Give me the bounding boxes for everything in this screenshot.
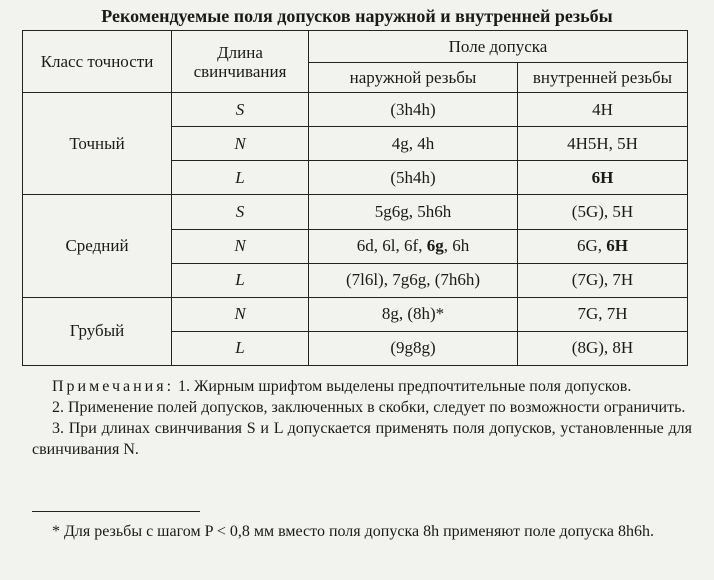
length-cell: N [172,297,309,331]
tolerance-value: 6d [356,236,374,256]
class-cell: Средний [23,195,172,297]
internal-cell [518,161,688,195]
external-cell [309,331,518,365]
tolerance-value: (5G) [571,202,604,221]
length-cell: N [172,127,309,161]
tolerance-value: (3h4h) [390,99,436,119]
note-1 [32,376,692,397]
tolerance-value: 5g6g [374,202,409,221]
tolerance-value: 5H [612,202,634,221]
internal-cell: (5G), 5H [518,195,688,229]
tolerance-value: 4H [592,99,613,119]
table-row [23,93,688,127]
tolerance-value: (7h6h) [434,270,481,290]
tolerance-value: 6H [606,236,628,256]
tolerance-value: 5H [617,133,638,153]
header-external-thread: наружной резьбы [309,63,518,93]
length-cell: L [172,263,309,297]
length-cell: L [172,331,309,365]
tolerance-value: 6G [576,236,598,256]
tolerance-value: 7H [612,270,634,290]
tolerance-value: 7g6g [392,270,427,290]
header-internal-thread: внутренней резьбы [518,63,688,93]
internal-cell [518,93,688,127]
header-engagement-length: Длина свинчивания [172,31,309,93]
tolerance-value: (8G) [571,338,604,358]
external-cell: 6d, 6l, 6f, 6g, 6h [309,229,518,263]
internal-cell: (8G), 8H [518,331,688,365]
external-cell: (7l6l), 7g6g, (7h6h) [309,263,518,297]
header-tolerance-field: Поле допуска [309,31,688,63]
table-row [23,297,688,331]
external-cell: 8g, (8h)* [309,297,518,331]
table-title: Рекомендуемые поля допусков наружной и внутренней резьбы [101,6,613,26]
tolerance-value: 4g [391,133,409,153]
internal-cell: 7G, 7H [518,297,688,331]
tolerance-value: 7G [577,304,599,324]
tolerance-value: 8g [381,304,399,324]
header-accuracy-class: Класс точности [23,31,172,93]
length-cell: S [172,195,309,229]
tolerance-value: 6l [382,236,396,256]
tolerance-value: (7G) [571,270,604,290]
table-row [23,195,688,229]
tolerance-value: 6f [404,236,419,256]
external-cell [309,161,518,195]
tolerance-value: 4H5H [567,133,609,153]
length-cell: S [172,93,309,127]
tolerance-value: 5h6h [417,202,452,221]
internal-cell: (7G), 7H [518,263,688,297]
tolerance-value: (8h)* [407,304,445,324]
notes-block [32,376,692,460]
external-cell: 4g, 4h [309,127,518,161]
class-cell: Грубый [23,297,172,365]
note-2: 2. Применение полей допусков, заключенных в скобки, следует по возможности ограничить. [52,399,686,416]
external-cell: 5g6g, 5h6h [309,195,518,229]
table-header-row [23,31,688,63]
tolerance-value: (5h4h) [390,167,436,187]
tolerance-value: (7l6l) [345,270,384,290]
tolerance-value: 6H [591,167,614,187]
length-cell: L [172,161,309,195]
footnote-divider [32,511,200,512]
note-1-text: 1. Жирным шрифтом выделены предпочтительные поля допусков. [178,378,632,395]
class-cell: Точный [23,93,172,195]
tolerance-value: (9g8g) [390,338,436,358]
tolerance-value: 6g [426,236,444,256]
tolerance-value: 4h [417,133,435,153]
internal-cell: 6G, 6H [518,229,688,263]
tolerance-table [22,30,688,366]
tolerance-value: 7H [606,304,628,324]
notes-heading: Примечания: [52,378,175,395]
tolerance-value: 8H [612,338,634,358]
external-cell [309,93,518,127]
internal-cell: 4H5H, 5H [518,127,688,161]
tolerance-value: 6h [452,236,470,256]
length-cell: N [172,229,309,263]
footnote: * Для резьбы с шагом P < 0,8 мм вместо поля допуска 8h применяют поле допуска 8h6h. [52,523,654,540]
note-3: 3. При длинах свинчивания S и L допускается применять поля допусков, установленные для свинчивания N. [32,420,692,458]
